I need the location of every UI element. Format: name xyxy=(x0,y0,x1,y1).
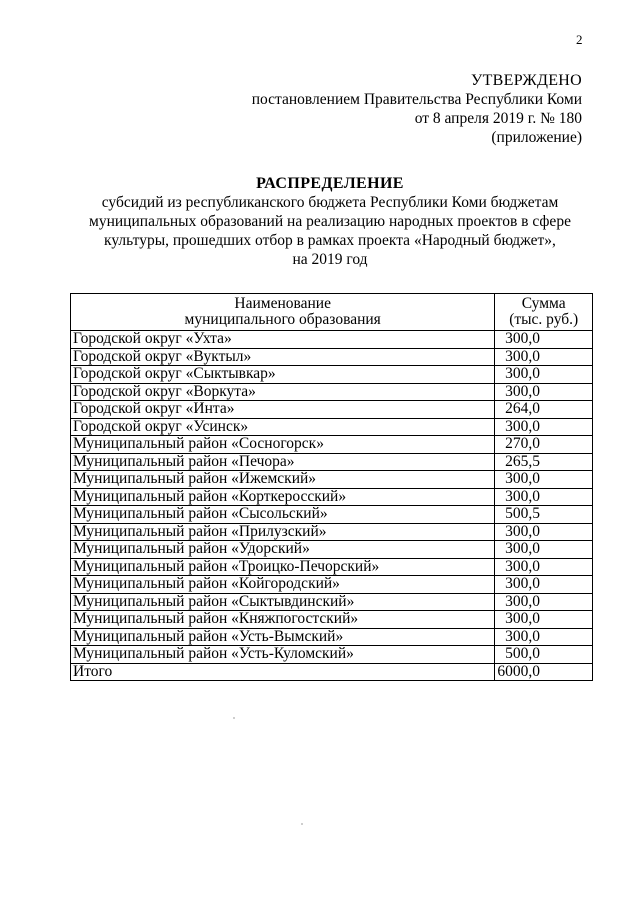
table-row xyxy=(71,383,593,401)
subsidy-amount: 300,0 xyxy=(495,523,593,541)
municipality-name: Муниципальный район «Койгородский» xyxy=(71,576,495,594)
approval-line: постановлением Правительства Республики Коми xyxy=(251,91,582,108)
table-row xyxy=(71,401,593,419)
municipality-name: Городской округ «Ухта» xyxy=(71,331,495,349)
scan-speck xyxy=(301,823,303,825)
municipality-name: Городской округ «Инта» xyxy=(71,401,495,419)
subsidy-amount: 300,0 xyxy=(495,558,593,576)
distribution-table xyxy=(70,293,593,681)
subsidy-amount: 300,0 xyxy=(495,488,593,506)
subsidy-amount: 300,0 xyxy=(495,331,593,349)
municipality-name: Муниципальный район «Сысольский» xyxy=(71,506,495,524)
header-text: Сумма xyxy=(521,295,566,312)
table-row xyxy=(71,418,593,436)
total-row xyxy=(71,663,593,681)
table-row xyxy=(71,453,593,471)
municipality-name: Муниципальный район «Сосногорск» xyxy=(71,436,495,454)
approval-title: УТВЕРЖДЕНО xyxy=(470,72,582,89)
subsidy-amount: 300,0 xyxy=(495,418,593,436)
table-row xyxy=(71,436,593,454)
column-header-sum xyxy=(495,294,593,331)
document-heading xyxy=(60,174,600,269)
municipality-name: Городской округ «Вуктыл» xyxy=(71,348,495,366)
table-row xyxy=(71,366,593,384)
table-row xyxy=(71,506,593,524)
header-text: (тыс. руб.) xyxy=(509,311,579,328)
subsidy-amount: 300,0 xyxy=(495,593,593,611)
table-row xyxy=(71,331,593,349)
header-text: Наименование xyxy=(234,295,331,312)
total-amount: 6000,0 xyxy=(495,663,593,681)
scan-speck xyxy=(233,717,235,719)
heading-line: субсидий из республиканского бюджета Республики Коми бюджетам xyxy=(101,194,559,211)
approval-stamp xyxy=(252,71,582,147)
municipality-name: Городской округ «Воркута» xyxy=(71,383,495,401)
heading-line: муниципальных образований на реализацию народных проектов в сфере xyxy=(89,213,571,230)
subsidy-amount: 300,0 xyxy=(495,348,593,366)
table-row xyxy=(71,628,593,646)
subsidy-amount: 300,0 xyxy=(495,366,593,384)
header-text: муниципального образования xyxy=(184,311,381,328)
municipality-name: Муниципальный район «Сыктывдинский» xyxy=(71,593,495,611)
municipality-name: Муниципальный район «Удорский» xyxy=(71,541,495,559)
page-number: 2 xyxy=(576,32,583,47)
total-label: Итого xyxy=(71,663,495,681)
table-header-row xyxy=(71,294,593,331)
approval-line: (приложение) xyxy=(491,129,582,146)
subsidy-amount: 300,0 xyxy=(495,541,593,559)
table-row xyxy=(71,523,593,541)
subsidy-amount: 300,0 xyxy=(495,576,593,594)
table-row xyxy=(71,541,593,559)
municipality-name: Муниципальный район «Усть-Вымский» xyxy=(71,628,495,646)
municipality-name: Городской округ «Усинск» xyxy=(71,418,495,436)
subsidy-amount: 500,0 xyxy=(495,646,593,664)
subsidy-amount: 300,0 xyxy=(495,628,593,646)
table-row xyxy=(71,488,593,506)
municipality-name: Городской округ «Сыктывкар» xyxy=(71,366,495,384)
document-title: РАСПРЕДЕЛЕНИЕ xyxy=(256,175,404,192)
subsidy-amount: 264,0 xyxy=(495,401,593,419)
municipality-name: Муниципальный район «Прилузский» xyxy=(71,523,495,541)
subsidy-amount: 300,0 xyxy=(495,383,593,401)
table-row xyxy=(71,646,593,664)
table-row xyxy=(71,576,593,594)
column-header-name xyxy=(71,294,495,331)
table-row xyxy=(71,471,593,489)
municipality-name: Муниципальный район «Троицко-Печорский» xyxy=(71,558,495,576)
subsidy-amount: 300,0 xyxy=(495,471,593,489)
table-row xyxy=(71,558,593,576)
municipality-name: Муниципальный район «Ижемский» xyxy=(71,471,495,489)
table-row xyxy=(71,611,593,629)
subsidy-amount: 265,5 xyxy=(495,453,593,471)
subsidy-amount: 500,5 xyxy=(495,506,593,524)
municipality-name: Муниципальный район «Княжпогостский» xyxy=(71,611,495,629)
municipality-name: Муниципальный район «Усть-Куломский» xyxy=(71,646,495,664)
approval-line: от 8 апреля 2019 г. № 180 xyxy=(414,110,582,127)
table-row xyxy=(71,593,593,611)
heading-line: на 2019 год xyxy=(292,251,368,268)
subsidy-amount: 300,0 xyxy=(495,611,593,629)
table-row xyxy=(71,348,593,366)
municipality-name: Муниципальный район «Печора» xyxy=(71,453,495,471)
subsidy-amount: 270,0 xyxy=(495,436,593,454)
heading-line: культуры, прошедших отбор в рамках проекта «Народный бюджет», xyxy=(104,232,556,249)
municipality-name: Муниципальный район «Корткеросский» xyxy=(71,488,495,506)
